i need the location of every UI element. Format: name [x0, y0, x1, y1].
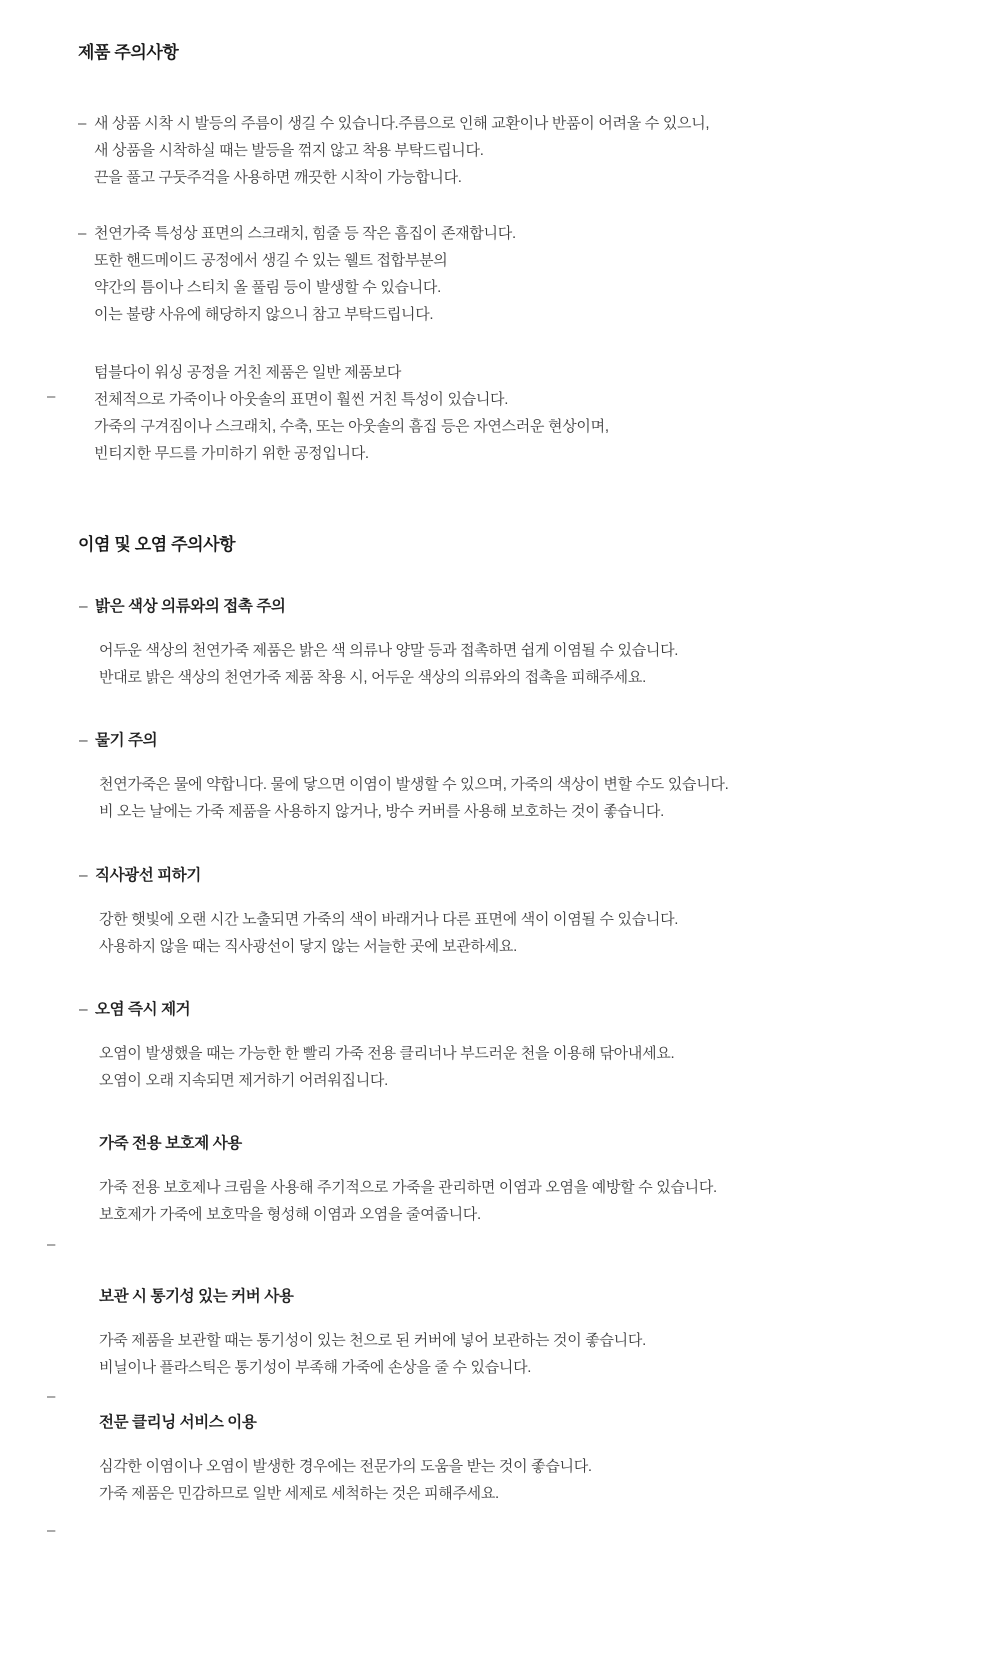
- notice-line: 천연가죽 특성상 표면의 스크래치, 힘줄 등 작은 흠집이 존재합니다.: [94, 225, 516, 242]
- care-item-moisture: [0, 727, 991, 825]
- stray-dash: –: [47, 1388, 56, 1405]
- care-item-body: [99, 637, 991, 691]
- product-notice-item: [78, 110, 991, 191]
- product-precautions-title: 제품 주의사항: [78, 43, 179, 62]
- bullet-dash: –: [78, 225, 87, 242]
- care-line: 가죽 제품은 민감하므로 일반 세제로 세척하는 것은 피해주세요.: [99, 1485, 499, 1502]
- care-item-heading: [79, 996, 991, 1023]
- notice-line: 빈티지한 무드를 가미하기 위한 공정입니다.: [94, 445, 369, 462]
- care-line: 어두운 색상의 천연가죽 제품은 밝은 색 의류나 양말 등과 접촉하면 쉽게 이염될 수 있습니다.: [99, 642, 679, 659]
- stray-dash: –: [47, 1236, 56, 1253]
- care-line: 심각한 이염이나 오염이 발생한 경우에는 전문가의 도움을 받는 것이 좋습니다.: [99, 1458, 592, 1475]
- care-item-heading-text: 밝은 색상 의류와의 접촉 주의: [95, 598, 286, 615]
- care-line: 가죽 제품을 보관할 때는 통기성이 있는 천으로 된 커버에 넣어 보관하는 것이 좋습니다.: [99, 1332, 646, 1349]
- care-item-body: [99, 1174, 991, 1228]
- care-item-heading-text: 전문 클리닝 서비스 이용: [99, 1414, 257, 1431]
- notice-line: 전체적으로 가죽이나 아웃솔의 표면이 훨씬 거친 특성이 있습니다.: [94, 391, 509, 408]
- notice-line: 이는 불량 사유에 해당하지 않으니 참고 부탁드립니다.: [94, 306, 434, 323]
- care-line: 보호제가 가죽에 보호막을 형성해 이염과 오염을 줄여줍니다.: [99, 1206, 481, 1223]
- care-line: 오염이 오래 지속되면 제거하기 어려워집니다.: [99, 1072, 388, 1089]
- care-line: 천연가죽은 물에 약합니다. 물에 닿으면 이염이 발생할 수 있으며, 가죽의 색상이 변할 수도 있습니다.: [99, 776, 729, 793]
- care-item-body: [99, 1453, 991, 1507]
- product-notice-item: [78, 359, 991, 467]
- notice-line: 또한 핸드메이드 공정에서 생길 수 있는 웰트 접합부분의: [94, 252, 448, 269]
- care-item-professional-cleaning: [0, 1409, 991, 1507]
- care-line: 사용하지 않을 때는 직사광선이 닿지 않는 서늘한 곳에 보관하세요.: [99, 938, 517, 955]
- care-item-heading: [99, 1409, 991, 1436]
- stray-dash: –: [47, 1522, 56, 1539]
- care-item-heading-text: 보관 시 통기성 있는 커버 사용: [99, 1288, 294, 1305]
- notice-line: 새 상품을 시착하실 때는 발등을 꺾지 않고 착용 부탁드립니다.: [94, 142, 484, 159]
- care-item-sunlight: [0, 862, 991, 960]
- care-line: 비 오는 날에는 가죽 제품을 사용하지 않거나, 방수 커버를 사용해 보호하는 것이 좋습니다.: [99, 803, 664, 820]
- care-item-heading: [99, 1283, 991, 1310]
- care-item-body: [99, 1040, 991, 1094]
- product-notice-item: [78, 220, 991, 328]
- care-precautions-title: 이염 및 오염 주의사항: [78, 535, 236, 554]
- care-line: 오염이 발생했을 때는 가능한 한 빨리 가죽 전용 클리너나 부드러운 천을 이용해 닦아내세요.: [99, 1045, 675, 1062]
- notice-text: [94, 359, 609, 467]
- notice-line: 약간의 틈이나 스티치 올 풀림 등이 발생할 수 있습니다.: [94, 279, 441, 296]
- care-item-heading: [79, 593, 991, 620]
- bullet-dash: –: [79, 598, 88, 615]
- care-item-body: [99, 771, 991, 825]
- care-item-body: [99, 906, 991, 960]
- care-line: 비닐이나 플라스틱은 통기성이 부족해 가죽에 손상을 줄 수 있습니다.: [99, 1359, 532, 1376]
- care-item-heading: [79, 862, 991, 889]
- care-line: 강한 햇빛에 오랜 시간 노출되면 가죽의 색이 바래거나 다른 표면에 색이 이염될 수 있습니다.: [99, 911, 679, 928]
- care-item-heading-text: 물기 주의: [95, 732, 158, 749]
- bullet-dash: –: [78, 115, 87, 132]
- stray-dash: –: [47, 388, 56, 405]
- care-item-heading-text: 직사광선 피하기: [95, 867, 201, 884]
- bullet-dash: –: [79, 1001, 88, 1018]
- care-item-light-clothing: [0, 593, 991, 691]
- notice-line: 끈을 풀고 구둣주걱을 사용하면 깨끗한 시착이 가능합니다.: [94, 169, 462, 186]
- care-item-protectant: [0, 1130, 991, 1228]
- care-item-breathable-cover: [0, 1283, 991, 1381]
- notice-line: 가죽의 구겨짐이나 스크래치, 수축, 또는 아웃솔의 흠집 등은 자연스러운 현상이며,: [94, 418, 609, 435]
- notice-line: 텀블다이 워싱 공정을 거친 제품은 일반 제품보다: [94, 364, 402, 381]
- bullet-dash: –: [79, 867, 88, 884]
- care-item-heading-text: 오염 즉시 제거: [95, 1001, 191, 1018]
- notice-text: [94, 110, 709, 191]
- care-line: 반대로 밝은 색상의 천연가죽 제품 착용 시, 어두운 색상의 의류와의 접촉을 피해주세요.: [99, 669, 646, 686]
- care-item-body: [99, 1327, 991, 1381]
- notice-line: 새 상품 시착 시 발등의 주름이 생길 수 있습니다.주름으로 인해 교환이나 반품이 어려울 수 있으니,: [94, 115, 710, 132]
- care-line: 가죽 전용 보호제나 크림을 사용해 주기적으로 가죽을 관리하면 이염과 오염을 예방할 수 있습니다.: [99, 1179, 717, 1196]
- care-item-heading: [79, 727, 991, 754]
- bullet-dash: –: [79, 732, 88, 749]
- care-item-heading: [99, 1130, 991, 1157]
- care-item-heading-text: 가죽 전용 보호제 사용: [99, 1135, 242, 1152]
- care-item-stain-removal: [0, 996, 991, 1094]
- notice-text: [94, 220, 516, 328]
